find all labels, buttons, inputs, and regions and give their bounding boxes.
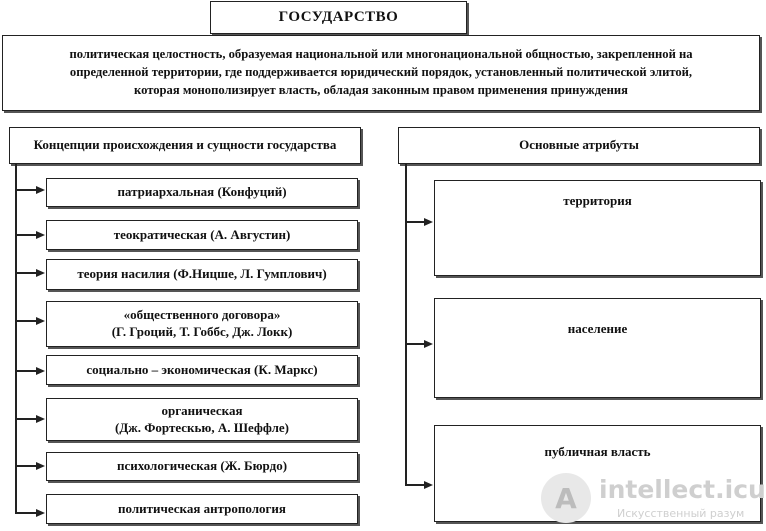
concept-label: патриархальная (Конфуций)	[117, 184, 287, 200]
concept-label: «общественного договора»	[123, 307, 281, 323]
arrow-icon	[36, 269, 45, 277]
concept-box	[46, 355, 358, 385]
concept-label: политическая антропология	[118, 500, 286, 516]
concept-label: теократическая (А. Августин)	[113, 226, 291, 242]
concepts-connector-line	[15, 164, 17, 514]
branch-line	[15, 370, 37, 372]
arrow-icon	[36, 231, 45, 239]
attributes-connector-line	[405, 164, 407, 485]
branch-line	[15, 320, 37, 322]
arrow-icon	[36, 509, 45, 517]
definition-line: политическая целостность, образуемая национальной или многонациональной общностью, закрепленной на	[69, 47, 693, 62]
arrow-icon	[36, 415, 45, 423]
branch-line	[15, 512, 37, 514]
concept-label: социально – экономическая (К. Маркс)	[86, 361, 318, 377]
concept-label: (Г. Гроций, Т. Гоббс, Дж. Локк)	[111, 324, 293, 339]
branch-line	[405, 221, 425, 223]
concepts-header-text: Концепции происхождения и сущности государства	[33, 137, 337, 153]
concept-box	[46, 452, 358, 481]
concept-box	[46, 220, 358, 250]
branch-line	[15, 189, 37, 191]
concept-box	[46, 494, 358, 524]
logo-icon	[541, 473, 591, 523]
concept-label: психологическая (Ж. Бюрдо)	[116, 458, 288, 474]
concept-label: (Дж. Фортескью, А. Шеффле)	[115, 419, 289, 435]
arrow-icon	[424, 340, 433, 348]
definition-box	[2, 35, 760, 111]
attribute-label: население	[567, 321, 628, 336]
concept-box	[46, 178, 358, 207]
branch-line	[405, 343, 425, 345]
attribute-label: территория	[563, 193, 632, 208]
concept-label: теория насилия (Ф.Ницше, Л. Гумплович)	[77, 266, 327, 282]
branch-line	[15, 418, 37, 420]
attribute-box	[434, 298, 761, 398]
attributes-header	[398, 127, 760, 164]
logo-letter: A	[555, 481, 577, 515]
arrow-icon	[36, 186, 45, 194]
concept-box	[46, 398, 358, 441]
arrow-icon	[424, 218, 433, 226]
arrow-icon	[424, 481, 433, 489]
concept-box	[46, 259, 358, 290]
attributes-header-text: Основные атрибуты	[519, 137, 639, 153]
branch-line	[405, 484, 425, 486]
attribute-box	[434, 180, 761, 276]
branch-line	[15, 234, 37, 236]
concept-box	[46, 301, 358, 347]
watermark-tagline: Искусственный разум	[617, 507, 745, 520]
definition-line: которая монополизирует власть, обладая законным правом применения принуждения	[134, 82, 628, 97]
watermark-logo	[541, 473, 766, 525]
definition-line: определенной территории, где поддерживается юридический порядок, установленный политической элитой,	[69, 65, 693, 80]
title-text: ГОСУДАРСТВО	[278, 8, 399, 25]
branch-line	[15, 272, 37, 274]
branch-line	[15, 465, 37, 467]
arrow-icon	[36, 317, 45, 325]
watermark-name: intellect.icu	[599, 475, 766, 504]
concepts-header	[9, 127, 361, 164]
attribute-label: публичная власть	[544, 444, 651, 459]
arrow-icon	[36, 367, 45, 375]
title-box	[210, 1, 467, 34]
arrow-icon	[36, 462, 45, 470]
concept-label: органическая	[161, 402, 243, 418]
